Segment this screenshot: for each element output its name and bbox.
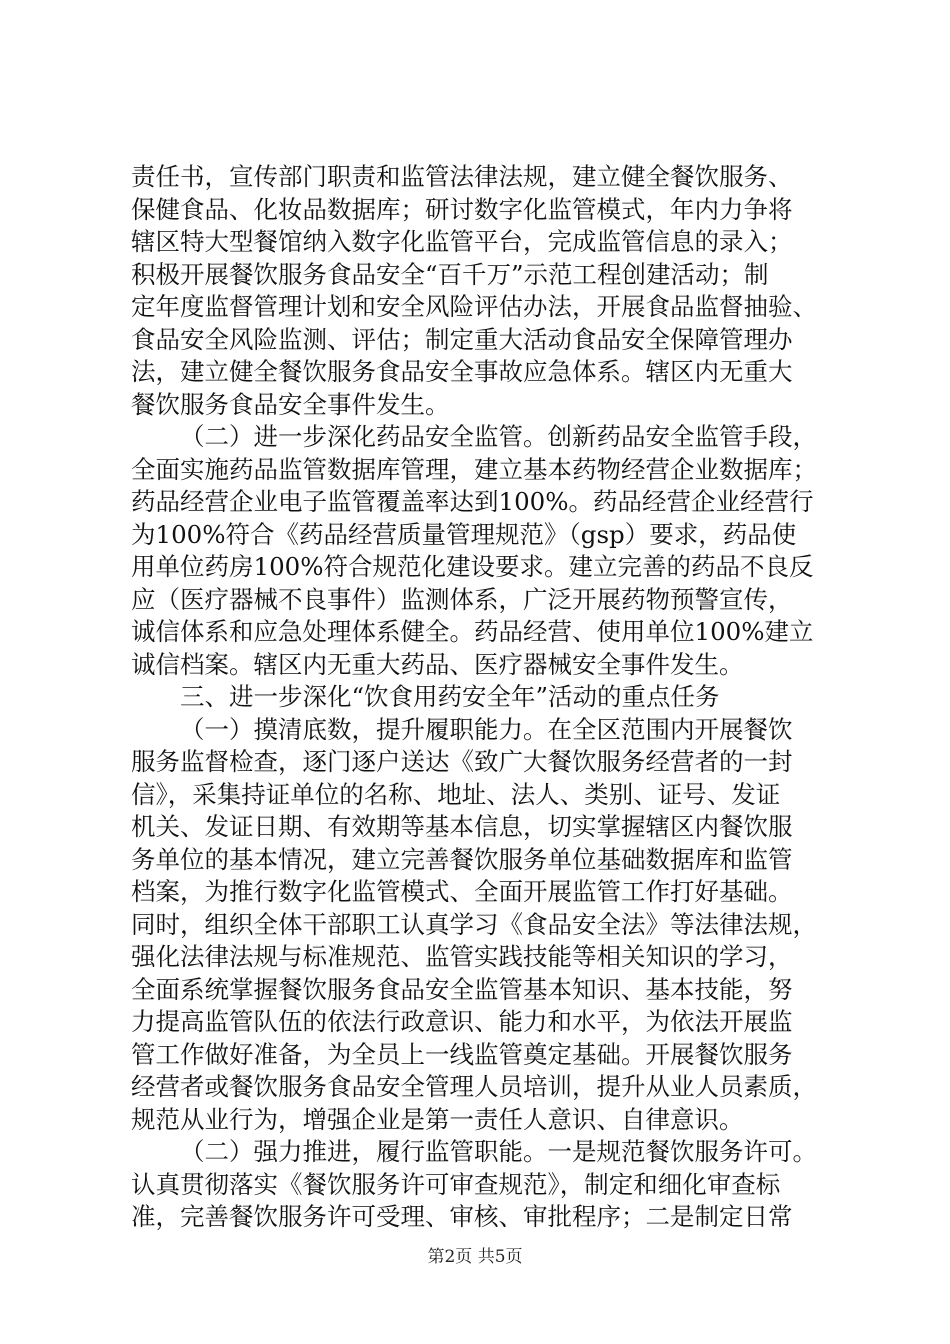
text-line: 同时，组织全体干部职工认真学习《食品安全法》等法律法规， <box>131 909 817 939</box>
text-line: 三、进一步深化“饮食用药安全年”活动的重点任务 <box>180 682 720 711</box>
text-line: （二）进一步深化药品安全监管。创新药品安全监管手段， <box>180 422 817 451</box>
text-line: 餐饮服务食品安全事件发生。 <box>131 389 450 419</box>
text-line: 规范从业行为，增强企业是第一责任人意识、自律意识。 <box>131 1104 744 1134</box>
text-line: 全面实施药品监管数据库管理，建立基本药物经营企业数据库； <box>131 454 817 484</box>
text-line: （二）强力推进，履行监管职能。一是规范餐饮服务许可。 <box>180 1137 817 1166</box>
text-line: 责任书，宣传部门职责和监管法律法规，建立健全餐饮服务、 <box>131 162 793 191</box>
page-footer: 第2页 共5页 <box>427 1247 523 1267</box>
text-line: 保健食品、化妆品数据库；研讨数字化监管模式，年内力争将 <box>131 194 793 224</box>
text-line: 经营者或餐饮服务食品安全管理人员培训，提升从业人员素质， <box>131 1072 817 1101</box>
text-line: 力提高监管队伍的依法行政意识、能力和水平，为依法开展监 <box>131 1007 793 1036</box>
text-line: 管工作做好准备，为全员上一线监管奠定基础。开展餐饮服务 <box>131 1039 793 1069</box>
text-line: 强化法律法规与标准规范、监管实践技能等相关知识的学习， <box>131 942 793 971</box>
text-line: 食品安全风险监测、评估；制定重大活动食品安全保障管理办 <box>131 324 793 354</box>
text-line: 药品经营企业电子监管覆盖率达到100%。药品经营企业经营行 <box>131 487 814 516</box>
text-line: 档案，为推行数字化监管模式、全面开展监管工作打好基础。 <box>131 877 793 906</box>
text-line: 服务监督检查，逐门逐户送达《致广大餐饮服务经营者的一封 <box>131 747 793 776</box>
text-line: 全面系统掌握餐饮服务食品安全监管基本知识、基本技能，努 <box>131 974 793 1004</box>
text-line: 辖区特大型餐馆纳入数字化监管平台，完成监管信息的录入； <box>131 227 793 256</box>
text-line: 准，完善餐饮服务许可受理、审核、审批程序；二是制定日常 <box>131 1202 793 1231</box>
text-line: 务单位的基本情况，建立完善餐饮服务单位基础数据库和监管 <box>131 844 793 874</box>
text-line: 信》，采集持证单位的名称、地址、法人、类别、证号、发证 <box>131 779 781 809</box>
document-body <box>131 161 831 1234</box>
text-line: 为100%符合《药品经营质量管理规范》（gsp）要求，药品使 <box>131 519 797 549</box>
text-line: 用单位药房100%符合规范化建设要求。建立完善的药品不良反 <box>131 552 814 581</box>
text-line: 应（医疗器械不良事件）监测体系，广泛开展药物预警宣传， <box>131 584 793 614</box>
text-line: （一）摸清底数，提升履职能力。在全区范围内开展餐饮 <box>180 714 793 744</box>
text-line: 诚信档案。辖区内无重大药品、医疗器械安全事件发生。 <box>131 649 744 679</box>
text-line: 诚信体系和应急处理体系健全。药品经营、使用单位100%建立 <box>131 617 814 646</box>
text-line: 法，建立健全餐饮服务食品安全事故应急体系。辖区内无重大 <box>131 357 793 386</box>
text-line: 机关、发证日期、有效期等基本信息，切实掌握辖区内餐饮服 <box>131 812 793 841</box>
text-line: 积极开展餐饮服务食品安全“百千万”示范工程创建活动；制 <box>131 259 769 289</box>
text-line: 认真贯彻落实《餐饮服务许可审查规范》，制定和细化审查标 <box>131 1169 781 1199</box>
text-line: 定年度监督管理计划和安全风险评估办法，开展食品监督抽验、 <box>131 292 817 321</box>
